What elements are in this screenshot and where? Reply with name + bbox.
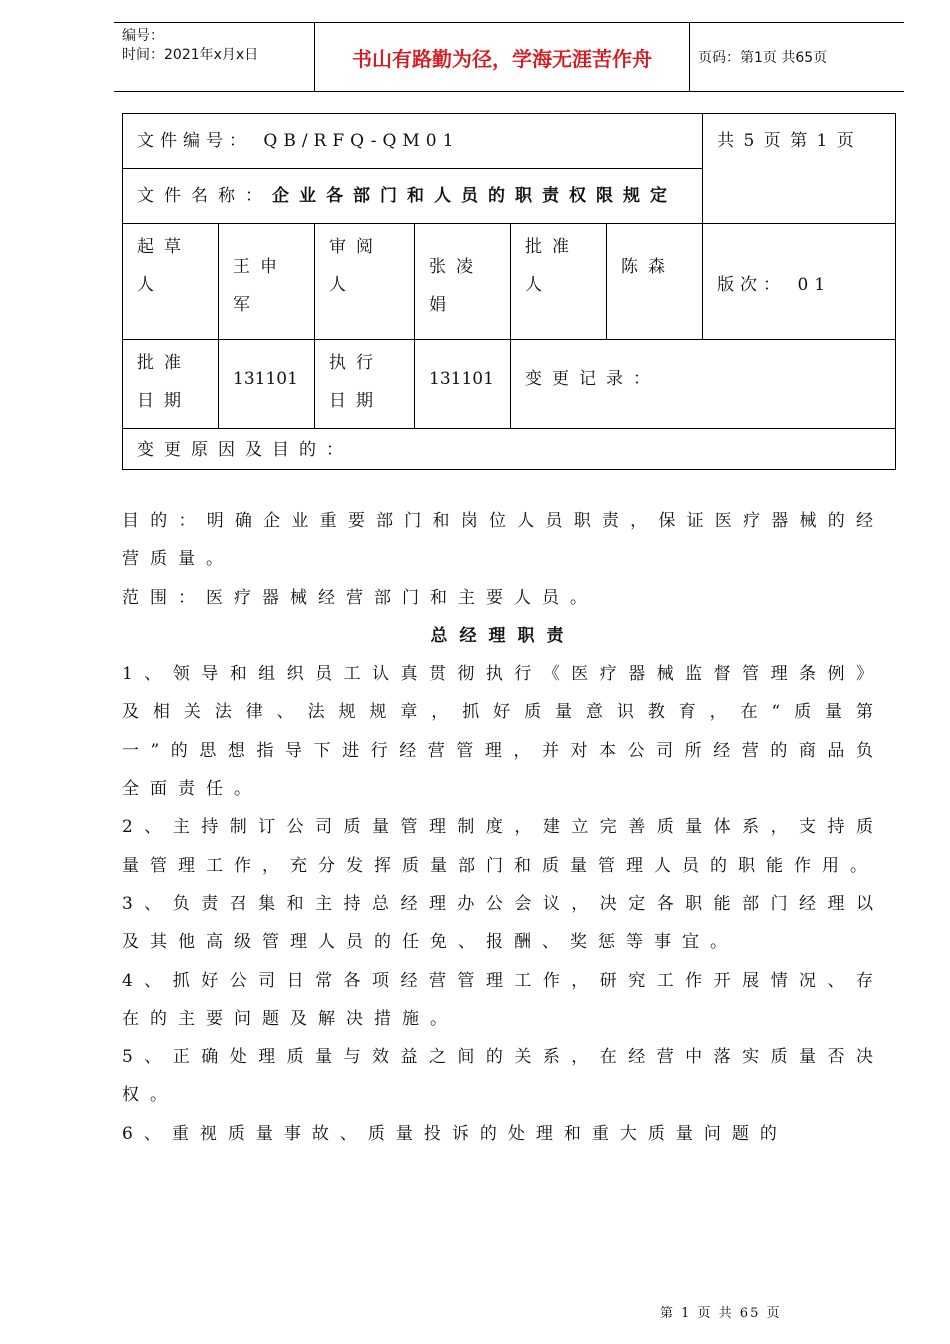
document-body [122, 502, 884, 1153]
file-name-cell [123, 169, 703, 224]
duty-item: 1、领导和组织员工认真贯彻执行《医疗器械监督管理条例》及相关法律、法规规章，抓好质量意识教育，在“质量第一”的思想指导下进行经营管理，并对本公司所经营的商品负全面责任。 [122, 664, 884, 800]
header-meta [122, 27, 258, 65]
header-page-label: 页码：第1页 共65页 [698, 50, 828, 66]
approve-date-value: 131101 [219, 340, 315, 429]
doc-number-label: 编号： [122, 28, 164, 44]
approve-date-label: 批准日期 [123, 340, 219, 429]
time-label: 时间：2021年x月x日 [122, 47, 259, 63]
section-title: 总经理职责 [430, 625, 576, 646]
version-cell: 版次： 01 [703, 224, 896, 340]
reviewer-value: 张凌娟 [415, 224, 511, 340]
duty-item: 5、正确处理质量与效益之间的关系，在经营中落实质量否决权。 [122, 1047, 884, 1106]
approver-value: 陈森 [607, 224, 703, 340]
duty-item: 3、负责召集和主持总经理办公会议，决定各职能部门经理以及其他高级管理人员的任免、报酬、奖惩等事宜。 [122, 893, 884, 953]
document-info-table [122, 113, 896, 470]
duty-item: 2、主持制订公司质量管理制度，建立完善质量体系，支持质量管理工作，充分发挥质量部门和质量管理人员的职能作用。 [122, 817, 884, 876]
change-reason-cell: 变更原因及目的： [123, 429, 896, 470]
file-name-value: 企业各部门和人员的职责权限规定 [272, 186, 677, 206]
exec-date-value: 131101 [415, 340, 511, 429]
page-header [114, 22, 904, 92]
total-pages-cell: 共 5 页 第 1 页 [703, 114, 896, 224]
purpose-paragraph: 目的：明确企业重要部门和岗位人员职责，保证医疗器械的经营质量。 [122, 511, 884, 570]
exec-date-label: 执行日期 [315, 340, 415, 429]
file-number-cell: 文件编号： QB/RFQ-QM01 [123, 114, 703, 169]
header-slogan: 书山有路勤为径，学海无涯苦作舟 [314, 23, 690, 91]
drafter-label: 起草人 [123, 224, 219, 340]
drafter-value: 王申军 [219, 224, 315, 340]
page-footer: 第 1 页 共 65 页 [660, 1306, 782, 1321]
scope-paragraph: 范围：医疗器械经营部门和主要人员。 [122, 587, 598, 608]
duty-item: 4、抓好公司日常各项经营管理工作，研究工作开展情况、存在的主要问题及解决措施。 [122, 970, 884, 1029]
file-name-label: 文件名称： [137, 186, 272, 206]
duty-item: 6、重视质量事故、质量投诉的处理和重大质量问题的 [122, 1123, 788, 1144]
change-record-cell: 变更记录： [511, 340, 896, 429]
reviewer-label: 审阅人 [315, 224, 415, 340]
approver-label: 批准人 [511, 224, 607, 340]
